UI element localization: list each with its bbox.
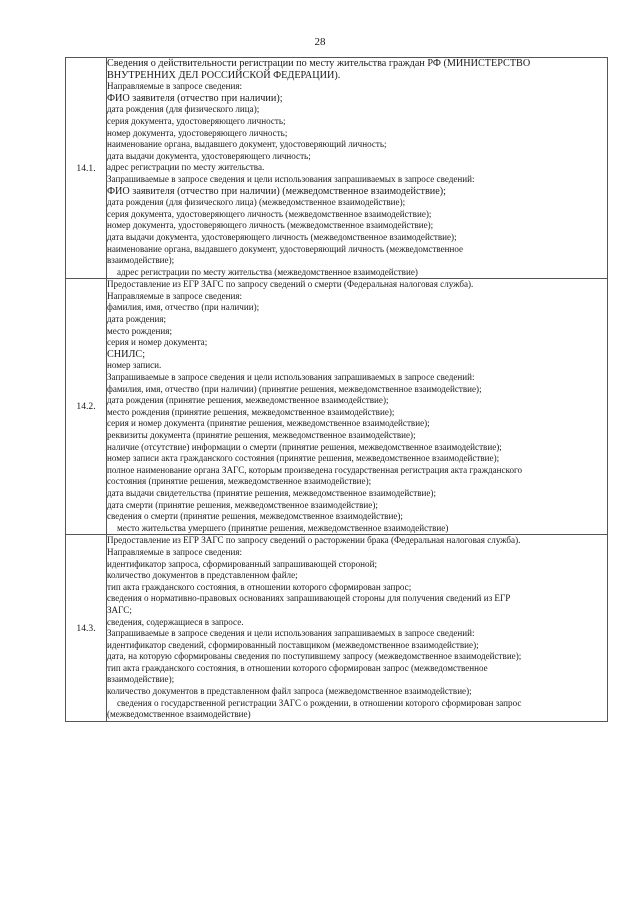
row-content xyxy=(107,535,608,722)
content-line: дата смерти (принятие решения, межведомственное взаимодействие); xyxy=(107,499,378,510)
content-line: полное наименование органа ЗАГС, которым произведена государственная регистрация акта гражданского xyxy=(107,464,523,475)
content-line: наименование органа, выдавшего документ, удостоверяющий личность (межведомственное xyxy=(107,243,464,254)
content-line: количество документов в представленном файл запроса (межведомственное взаимодействие); xyxy=(107,686,472,697)
services-table-body xyxy=(66,58,608,722)
content-line: сведения о смерти (принятие решения, межведомственное взаимодействие); xyxy=(107,511,403,522)
content-line: сведения о нормативно-правовых основаниях запрашивающей стороны для получения сведений из ЕГР xyxy=(107,593,511,604)
row-number: 14.2. xyxy=(66,279,107,535)
content-line: наименование органа, выдавшего документ, удостоверяющий личность; xyxy=(107,139,387,150)
content-line: Направляемые в запросе сведения: xyxy=(107,546,243,557)
content-line: Предоставление из ЕГР ЗАГС по запросу сведений о расторжении брака (Федеральная налоговая служба). xyxy=(107,535,521,546)
row-content xyxy=(107,279,608,535)
content-line: идентификатор запроса, сформированный запрашивающей стороной; xyxy=(107,558,377,569)
content-line: Запрашиваемые в запросе сведения и цели использования запрашиваемых в запросе сведений: xyxy=(107,628,475,639)
content-line: состояния (принятие решения, межведомственное взаимодействие); xyxy=(107,476,372,487)
services-table xyxy=(65,57,608,722)
content-line: номер записи акта гражданского состояния (принятие решения, межведомственное взаимодействие); xyxy=(107,453,500,464)
content-line: наличие (отсутствие) информации о смерти (принятие решения, межведомственное взаимодействие); xyxy=(107,441,502,452)
content-line: взаимодействие); xyxy=(107,255,175,266)
content-line: Запрашиваемые в запросе сведения и цели использования запрашиваемых в запросе сведений: xyxy=(107,173,475,184)
content-line: дата, на которую сформированы сведения по поступившему запросу (межведомственное взаимодействие); xyxy=(107,651,522,662)
content-line: ЗАГС; xyxy=(107,604,132,615)
content-line: ФИО заявителя (отчество при наличии); xyxy=(107,92,283,104)
content-line: фамилия, имя, отчество (при наличии); xyxy=(107,302,260,313)
table-row xyxy=(66,279,608,535)
content-line: дата выдачи свидетельства (принятие решения, межведомственное взаимодействие); xyxy=(107,487,436,498)
content-line: серия и номер документа; xyxy=(107,337,208,348)
content-line: номер записи. xyxy=(107,360,162,371)
content-line: место жительства умершего (принятие решения, межведомственное взаимодействие) xyxy=(117,522,449,533)
content-line: серия и номер документа (принятие решения, межведомственное взаимодействие); xyxy=(107,418,430,429)
content-line: Предоставление из ЕГР ЗАГС по запросу сведений о смерти (Федеральная налоговая служба). xyxy=(107,279,474,290)
content-line: взаимодействие); xyxy=(107,674,175,685)
content-line: дата выдачи документа, удостоверяющего личность; xyxy=(107,150,311,161)
content-line: дата рождения (для физического лица) (межведомственное взаимодействие); xyxy=(107,197,406,208)
content-line: Направляемые в запросе сведения: xyxy=(107,290,243,301)
content-line: серия документа, удостоверяющего личность (межведомственное взаимодействие); xyxy=(107,208,432,219)
content-line: место рождения (принятие решения, межведомственное взаимодействие); xyxy=(107,406,395,417)
table-row xyxy=(66,535,608,722)
row-number: 14.1. xyxy=(66,58,107,279)
content-line: дата рождения; xyxy=(107,314,167,325)
content-line: дата рождения (принятие решения, межведомственное взаимодействие); xyxy=(107,395,389,406)
content-line: ФИО заявителя (отчество при наличии) (межведомственное взаимодействие); xyxy=(107,185,446,197)
content-line: Направляемые в запросе сведения: xyxy=(107,81,243,92)
content-line: реквизиты документа (принятие решения, межведомственное взаимодействие); xyxy=(107,430,416,440)
content-line: СНИЛС; xyxy=(107,348,146,360)
content-line: дата выдачи документа, удостоверяющего личность (межведомственное взаимодействие); xyxy=(107,231,457,242)
content-line: Сведения о действительности регистрации по месту жительства граждан РФ (МИНИСТЕРСТВО xyxy=(107,58,531,69)
content-line: количество документов в представленном файле; xyxy=(107,570,298,581)
content-line: тип акта гражданского состояния, в отношении которого сформирован запрос; xyxy=(107,581,412,592)
content-line: номер документа, удостоверяющего личность (межведомственное взаимодействие); xyxy=(107,220,434,231)
content-line: Запрашиваемые в запросе сведения и цели использования запрашиваемых в запросе сведений: xyxy=(107,372,475,383)
content-line: сведения о государственной регистрации ЗАГС о рождении, в отношении которого сформирован запрос xyxy=(117,697,522,708)
content-line: сведения, содержащиеся в запросе. xyxy=(107,616,244,627)
content-line: тип акта гражданского состояния, в отношении которого сформирован запрос (межведомственное xyxy=(107,662,488,673)
content-line: номер документа, удостоверяющего личность; xyxy=(107,127,288,138)
page-number: 28 xyxy=(314,36,326,48)
row-content xyxy=(107,58,608,279)
content-line: дата рождения (для физического лица); xyxy=(107,104,260,115)
content-line: ВНУТРЕННИХ ДЕЛ РОССИЙСКОЙ ФЕДЕРАЦИИ). xyxy=(107,69,341,81)
content-line: серия документа, удостоверяющего личность; xyxy=(107,115,286,126)
content-line: идентификатор сведений, сформированный поставщиком (межведомственное взаимодействие); xyxy=(107,639,479,650)
content-line: место рождения; xyxy=(107,325,172,336)
table-row xyxy=(66,58,608,279)
content-line: (межведомственное взаимодействие) xyxy=(107,709,251,720)
row-number: 14.3. xyxy=(66,535,107,722)
content-line: адрес регистрации по месту жительства (межведомственное взаимодействие) xyxy=(117,266,418,277)
content-line: адрес регистрации по месту жительства. xyxy=(107,162,265,173)
content-line: фамилия, имя, отчество (при наличии) (принятие решения, межведомственное взаимодействие); xyxy=(107,383,482,394)
